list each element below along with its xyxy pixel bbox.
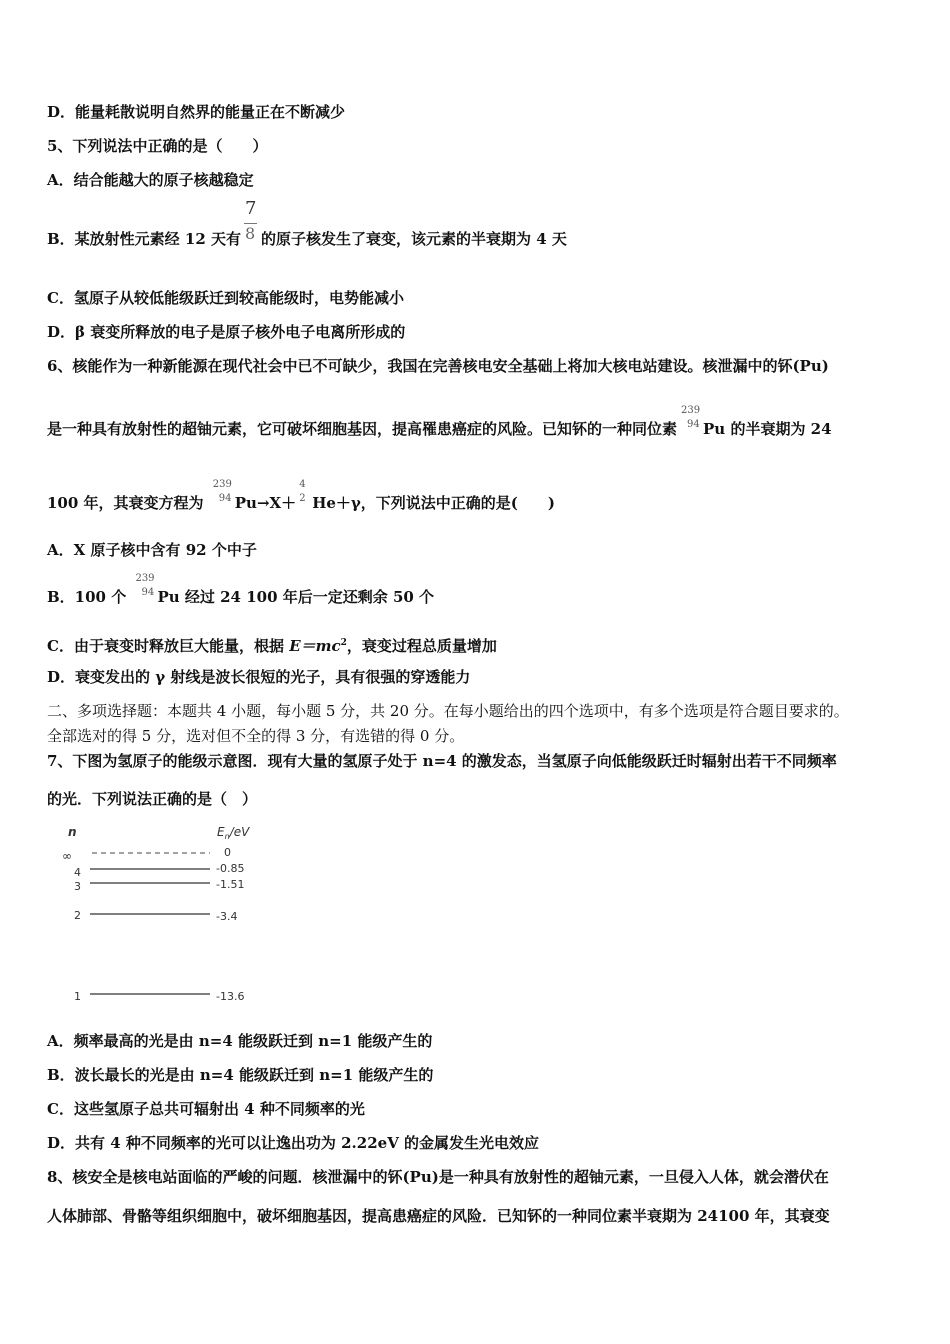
q6-option-b-text-post: 经过 24 100 年后一定还剩余 50 个 bbox=[184, 588, 435, 606]
q6-line2-text-post: 的半衰期为 24 bbox=[730, 420, 832, 438]
q5-option-b bbox=[47, 198, 907, 249]
q6-option-c-text-pre: C．由于衰变时释放巨大能量，根据 bbox=[47, 637, 284, 655]
he-atomic-number: 2 bbox=[299, 493, 306, 504]
q6-option-b bbox=[47, 573, 907, 607]
pu-symbol-eq: Pu bbox=[234, 494, 257, 512]
q6-option-d: D．衰变发出的 γ 射线是波长很短的光子，具有很强的穿透能力 bbox=[47, 668, 471, 686]
level-infinity bbox=[62, 846, 231, 863]
level-4-energy: -0.85 bbox=[216, 862, 245, 875]
q5-option-b-text-post: 的原子核发生了衰变，该元素的半衰期为 4 天 bbox=[261, 230, 567, 248]
level-3 bbox=[74, 878, 244, 893]
q7-stem-line2: 的光．下列说法正确的是（ ） bbox=[47, 790, 258, 808]
pu-atomic-number-b: 94 bbox=[141, 587, 155, 598]
level-2 bbox=[74, 909, 237, 923]
level-1 bbox=[74, 990, 244, 1003]
level-1-n: 1 bbox=[74, 990, 81, 1003]
pu-symbol-b: Pu bbox=[157, 588, 180, 606]
q5-option-d: D．β 衰变所释放的电子是原子核外电子电离所形成的 bbox=[47, 323, 406, 341]
section2-instructions-line1: 二、多项选择题：本题共 4 小题，每小题 5 分，共 20 分。在每小题给出的四个选项中，有多个选项是符合题目要求的。 bbox=[47, 702, 849, 720]
level-2-energy: -3.4 bbox=[216, 910, 238, 923]
q7-option-a: A．频率最高的光是由 n=4 能级跃迁到 n=1 能级产生的 bbox=[47, 1032, 433, 1050]
q6-option-b-text-pre: B．100 个 bbox=[47, 588, 127, 606]
q6-stem-line2 bbox=[47, 405, 907, 439]
q7-option-c: C．这些氢原子总共可辐射出 4 种不同频率的光 bbox=[47, 1100, 365, 1118]
pu-isotope-notation-b bbox=[131, 573, 157, 607]
q7-option-b: B．波长最长的光是由 n=4 能级跃迁到 n=1 能级产生的 bbox=[47, 1066, 434, 1084]
q7-option-d: D．共有 4 种不同频率的光可以让逸出功为 2.22eV 的金属发生光电效应 bbox=[47, 1134, 540, 1152]
q6-option-c-text-post: ，衰变过程总质量增加 bbox=[346, 637, 497, 655]
he-mass-number: 4 bbox=[299, 479, 306, 490]
n-axis-label: n bbox=[68, 825, 77, 839]
q8-stem-line1: 8、核安全是核电站面临的严峻的问题．核泄漏中的钚(Pu)是一种具有放射性的超铀元素，一旦侵入人体，就会潜伏在 bbox=[47, 1168, 829, 1186]
q4-option-d: D．能量耗散说明自然界的能量正在不断减少 bbox=[47, 103, 346, 121]
energy-label-sub: n bbox=[224, 832, 230, 841]
q6-option-c bbox=[47, 633, 907, 656]
q6-stem-line1: 6、核能作为一种新能源在现代社会中已不可缺少，我国在完善核电安全基础上将加大核电站建设。核泄漏中的钚(Pu) bbox=[47, 357, 829, 375]
energy-label-e: E bbox=[217, 825, 225, 839]
level-infinity-n: ∞ bbox=[62, 849, 72, 863]
energy-axis-label bbox=[217, 825, 250, 841]
q8-stem-line2: 人体肺部、骨骼等组织细胞中，破坏细胞基因，提高患癌症的风险．已知钚的一种同位素半衰期为 24100 年，其衰变 bbox=[47, 1207, 830, 1225]
q5-option-a: A．结合能越大的原子核越稳定 bbox=[47, 171, 254, 189]
formula-exponent: 2 bbox=[340, 638, 347, 648]
level-4 bbox=[74, 862, 244, 879]
pu-atomic-number-eq: 94 bbox=[218, 493, 232, 504]
hydrogen-energy-level-diagram bbox=[60, 822, 280, 1012]
fraction-numerator: 7 bbox=[245, 198, 257, 219]
level-1-energy: -13.6 bbox=[216, 990, 245, 1003]
pu-isotope-notation-eq bbox=[209, 479, 235, 513]
q7-stem-line1: 7、下图为氢原子的能级示意图．现有大量的氢原子处于 n=4 的激发态，当氢原子向低能级跃迁时辐射出若干不同频率 bbox=[47, 752, 837, 770]
level-3-n: 3 bbox=[74, 880, 81, 893]
q6-line3-text-pre: 100 年，其衰变方程为 bbox=[47, 494, 204, 512]
fraction-seven-eighths bbox=[241, 198, 261, 249]
q5-stem: 5、下列说法中正确的是（ ） bbox=[47, 137, 268, 155]
q5-option-b-text-pre: B．某放射性元素经 12 天有 bbox=[47, 230, 241, 248]
pu-mass-number-eq: 239 bbox=[212, 479, 232, 490]
pu-mass-number-b: 239 bbox=[135, 573, 155, 584]
q6-option-a: A．X 原子核中含有 92 个中子 bbox=[47, 541, 257, 559]
he-isotope-notation bbox=[296, 479, 312, 513]
level-2-n: 2 bbox=[74, 909, 81, 922]
q6-stem-line3 bbox=[47, 479, 907, 513]
pu-mass-number: 239 bbox=[681, 405, 701, 416]
q6-line2-text-pre: 是一种具有放射性的超铀元素，它可破坏细胞基因，提高罹患癌症的风险。已知钚的一种同位素 bbox=[47, 420, 678, 438]
pu-atomic-number: 94 bbox=[687, 419, 700, 430]
energy-label-unit: /eV bbox=[229, 825, 250, 839]
level-infinity-energy: 0 bbox=[224, 846, 231, 859]
pu-symbol: Pu bbox=[703, 420, 726, 438]
fraction-denominator: 8 bbox=[245, 224, 256, 243]
equation-tail: He＋γ，下列说法中正确的是( ) bbox=[312, 494, 556, 512]
equation-arrow-x: →X＋ bbox=[256, 494, 297, 512]
level-3-energy: -1.51 bbox=[216, 878, 245, 891]
section2-instructions-line2: 全部选对的得 5 分，选对但不全的得 3 分，有选错的得 0 分。 bbox=[47, 727, 465, 745]
mass-energy-formula: E＝mc bbox=[289, 637, 341, 655]
level-4-n: 4 bbox=[74, 866, 81, 879]
q5-option-c: C．氢原子从较低能级跃迁到较高能级时，电势能减小 bbox=[47, 289, 404, 307]
pu-isotope-notation bbox=[677, 405, 703, 439]
